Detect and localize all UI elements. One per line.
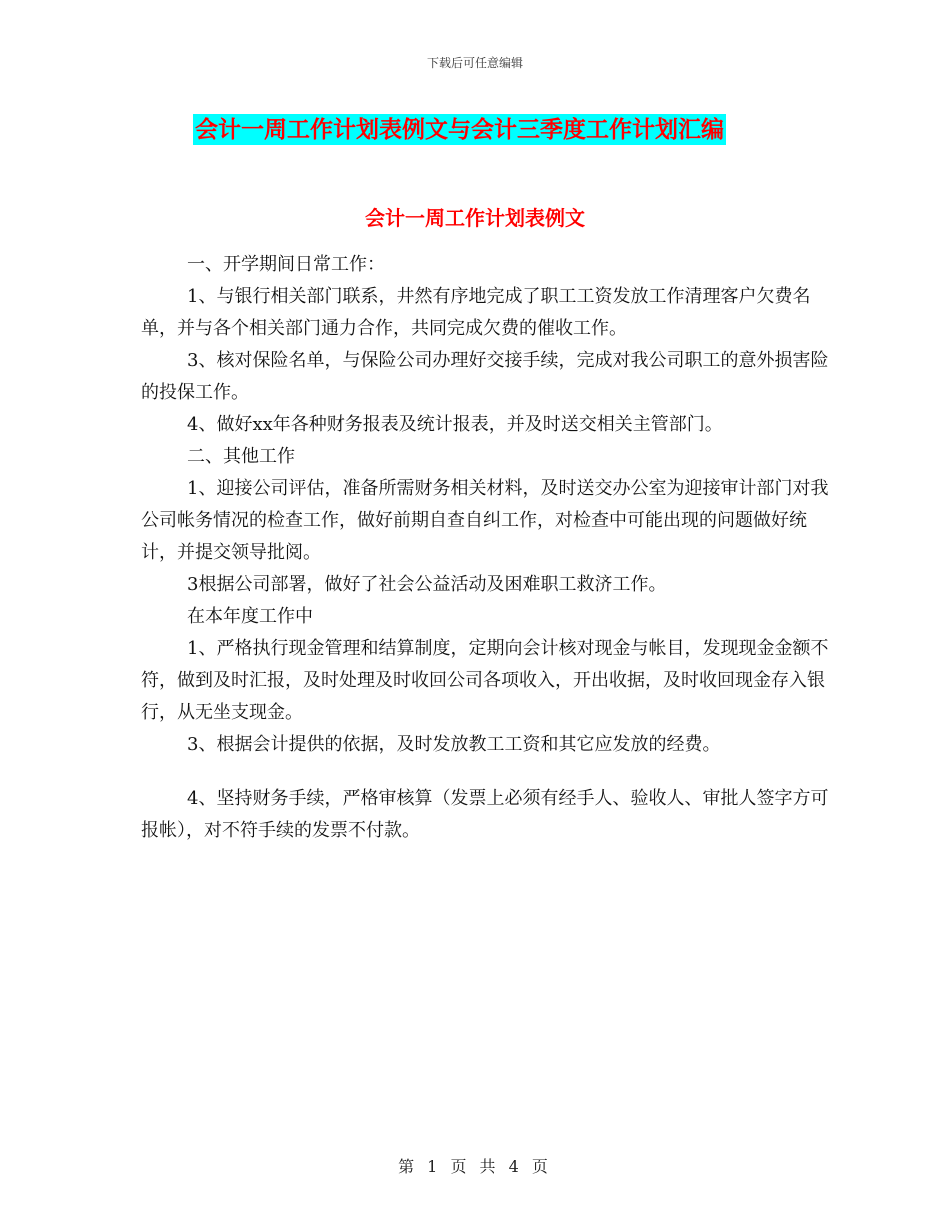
paragraph: 3、根据会计提供的依据，及时发放教工工资和其它应发放的经费。: [187, 734, 721, 755]
page-number-footer: 第 1 页 共 4 页: [398, 1157, 552, 1176]
paragraph: 在本年度工作中: [187, 606, 313, 627]
paragraph: 3根据公司部署，做好了社会公益活动及困难职工救济工作。: [187, 574, 667, 595]
paragraph: 1、严格执行现金管理和结算制度，定期向会计核对现金与帐目，发现现金金额不符，做到及时汇报，及时处理及时收回公司各项收入，开出收据，及时收回现金存入银行，从无坐支现金。: [141, 638, 829, 723]
paragraph: 1、迎接公司评估，准备所需财务相关材料，及时送交办公室为迎接审计部门对我公司帐务情况的检查工作，做好前期自查自纠工作，对检查中可能出现的问题做好统计，并提交领导批阅。: [141, 478, 829, 563]
section-title: 会计一周工作计划表例文: [365, 206, 585, 230]
paragraph: 二、其他工作: [187, 446, 295, 467]
paragraph: 1、与银行相关部门联系，井然有序地完成了职工工资发放工作清理客户欠费名单，并与各个相关部门通力合作，共同完成欠费的催收工作。: [141, 286, 811, 339]
paragraph: 4、坚持财务手续，严格审核算（发票上必须有经手人、验收人、审批人签字方可报帐），对不符手续的发票不付款。: [141, 788, 829, 841]
document-main-title: 会计一周工作计划表例文与会计三季度工作计划汇编: [195, 116, 724, 143]
paragraph: 3、核对保险名单，与保险公司办理好交接手续，完成对我公司职工的意外损害险的投保工作。: [141, 350, 829, 403]
paragraph: 一、开学期间日常工作：: [187, 254, 385, 275]
page-header-note: 下载后可任意编辑: [426, 56, 523, 70]
paragraph: 4、做好xx年各种财务报表及统计报表，并及时送交相关主管部门。: [187, 414, 723, 435]
document-body: [141, 249, 831, 847]
